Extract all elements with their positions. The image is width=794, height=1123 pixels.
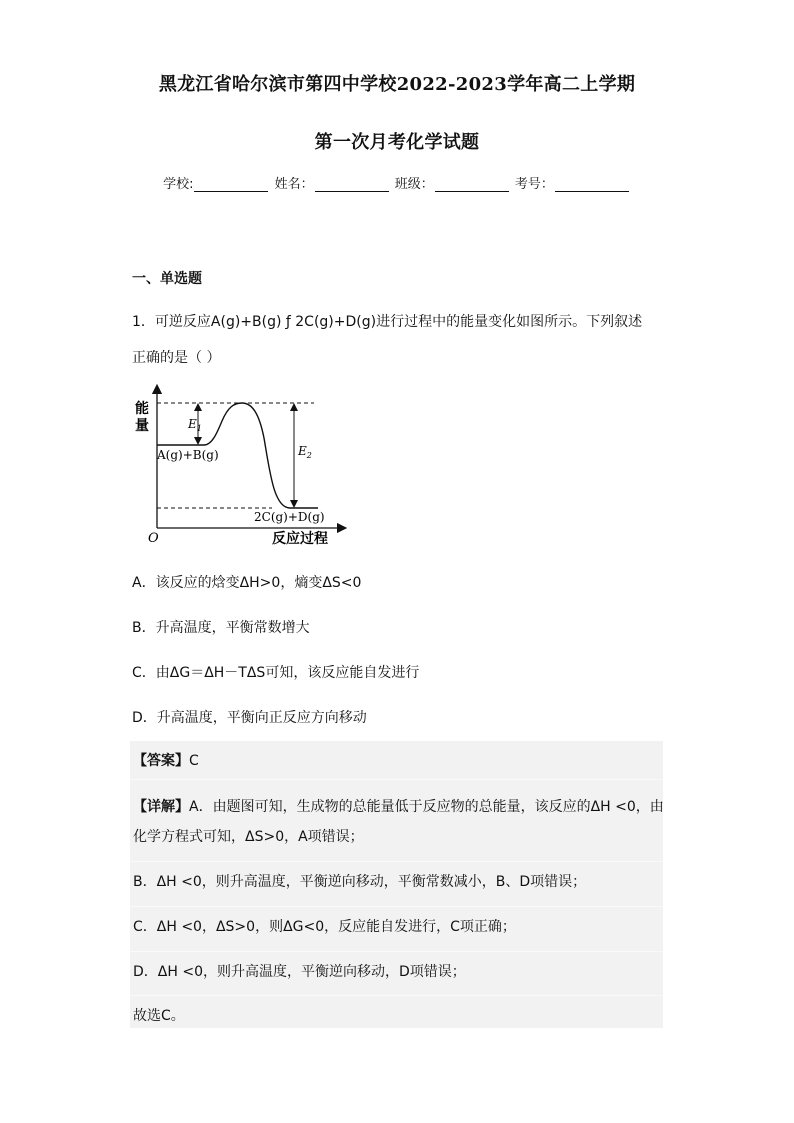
class-blank[interactable]: [435, 177, 509, 192]
option-b[interactable]: B．升高温度，平衡常数增大: [132, 620, 310, 636]
question-stem-line2: 正确的是（ ）: [132, 350, 221, 366]
y-axis-label-2: 量: [135, 418, 149, 434]
origin-label: O: [148, 531, 159, 546]
energy-diagram: [132, 383, 352, 555]
detail-line3: B．ΔH <0，则升高温度，平衡逆向移动，平衡常数减小，B、D项错误；: [133, 874, 587, 890]
products-label: 2C(g)+D(g): [254, 510, 325, 524]
option-d[interactable]: D．升高温度，平衡向正反应方向移动: [132, 710, 367, 726]
answer-line: [133, 750, 199, 770]
e2-label: $E_2$: [298, 444, 312, 460]
reactants-label: A(g)+B(g): [157, 448, 219, 462]
detail-line5: D．ΔH <0，则升高温度，平衡逆向移动，D项错误；: [133, 964, 466, 980]
school-blank[interactable]: [194, 177, 268, 192]
answer-value: C: [189, 753, 199, 769]
e1-label: $E_1$: [188, 417, 202, 433]
answer-divider: [130, 861, 663, 862]
answer-box: [130, 741, 663, 1028]
x-axis-label: 反应过程: [272, 531, 328, 547]
option-c[interactable]: C．由ΔG＝ΔH－TΔS可知，该反应能自发进行: [132, 665, 420, 681]
answer-divider: [130, 951, 663, 952]
answer-divider: [130, 779, 663, 780]
page-title: 黑龙江省哈尔滨市第四中学校2022-2023学年高二上学期: [158, 74, 636, 95]
name-blank[interactable]: [315, 177, 389, 192]
question-stem-line1: 1．可逆反应A(g)+B(g) ƒ 2C(g)+D(g)进行过程中的能量变化如图所示。下列叙述: [132, 314, 643, 330]
name-label: 姓名：: [274, 177, 314, 192]
class-label: 班级：: [394, 177, 434, 192]
detail-line2: 化学方程式可知，ΔS>0，A项错误；: [133, 829, 364, 845]
detail-text1: A．由题图可知，生成物的总能量低于反应物的总能量，该反应的ΔH <0，由: [189, 799, 664, 815]
page-subtitle: 第一次月考化学试题: [314, 132, 480, 153]
detail-line4: C．ΔH <0，ΔS>0，则ΔG<0，反应能自发进行，C项正确；: [133, 919, 516, 935]
detail-line1: [133, 796, 664, 816]
section-heading: 一、单选题: [132, 271, 202, 287]
number-label: 考号：: [514, 177, 554, 192]
detail-line6: 故选C。: [133, 1008, 185, 1024]
answer-tag: 【答案】: [133, 753, 189, 769]
student-info-row: [0, 173, 794, 192]
answer-divider: [130, 906, 663, 907]
school-label: 学校:: [163, 177, 194, 192]
number-blank[interactable]: [555, 177, 629, 192]
detail-tag: 【详解】: [133, 799, 189, 815]
answer-divider: [130, 995, 663, 996]
y-axis-label-1: 能: [135, 401, 149, 417]
option-a[interactable]: A．该反应的焓变ΔH>0，熵变ΔS<0: [132, 575, 362, 591]
